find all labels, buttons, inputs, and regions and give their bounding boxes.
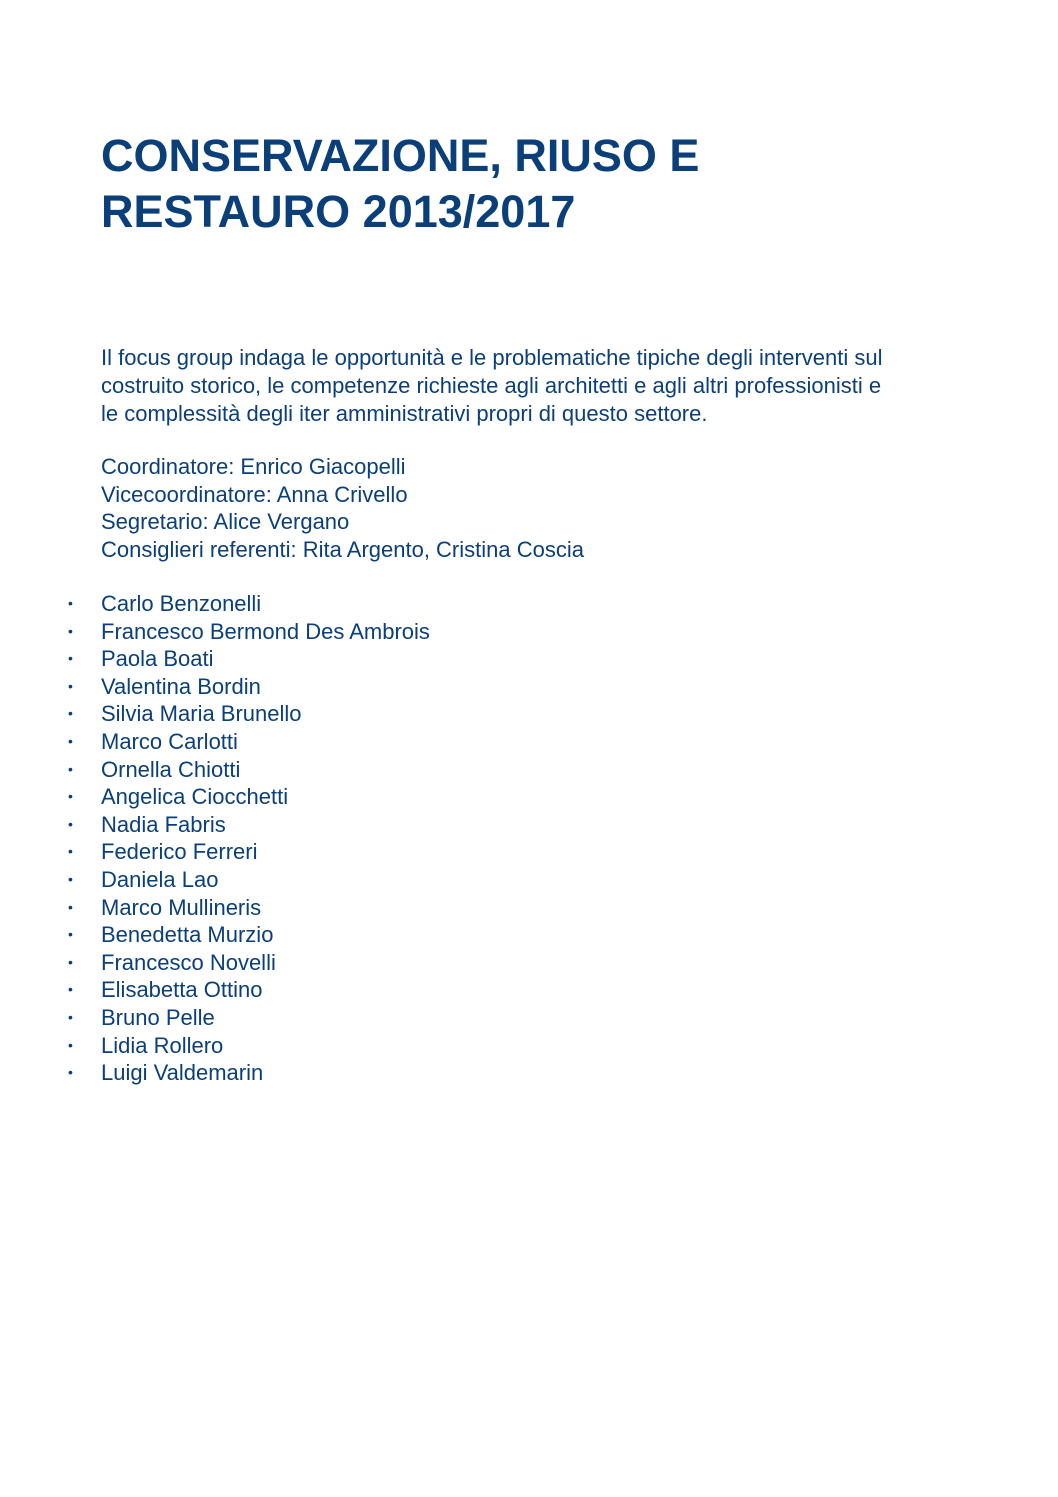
list-item — [0, 1004, 700, 1032]
member-name: Daniela Lao — [101, 866, 219, 892]
intro-line: Il focus group indaga le opportunità e le problematiche tipiche degli interventi sul — [101, 345, 883, 370]
bullet-icon: • — [68, 650, 73, 667]
list-item — [0, 728, 700, 756]
member-name: Francesco Bermond Des Ambrois — [101, 618, 430, 644]
role-segretario: Segretario: Alice Vergano — [101, 509, 350, 534]
list-item — [0, 673, 700, 701]
list-item — [0, 811, 700, 839]
bullet-icon: • — [68, 595, 73, 611]
title-line: RESTAURO 2013/2017 — [101, 186, 576, 237]
list-item — [0, 894, 700, 922]
bullet-icon: • — [68, 1064, 73, 1081]
member-name: Valentina Bordin — [101, 673, 261, 699]
bullet-icon: • — [68, 898, 73, 915]
member-name: Bruno Pelle — [101, 1004, 215, 1030]
member-name: Silvia Maria Brunello — [101, 701, 302, 727]
roles-block — [101, 453, 981, 563]
member-name: Benedetta Murzio — [101, 922, 274, 948]
list-item — [0, 976, 700, 1004]
bullet-icon: • — [68, 1008, 73, 1025]
list-item — [0, 1032, 700, 1060]
list-item — [0, 700, 700, 728]
list-item — [0, 645, 700, 673]
bullet-icon: • — [68, 705, 73, 722]
bullet-icon: • — [68, 732, 73, 749]
list-item — [0, 783, 700, 811]
member-name: Marco Mullineris — [101, 894, 262, 920]
page-title — [101, 128, 921, 240]
bullet-icon: • — [68, 760, 73, 777]
member-name: Paola Boati — [101, 646, 214, 672]
member-name: Luigi Valdemarin — [101, 1060, 264, 1086]
bullet-icon: • — [68, 981, 73, 998]
member-name: Nadia Fabris — [101, 811, 226, 837]
role-coordinatore: Coordinatore: Enrico Giacopelli — [101, 454, 406, 479]
list-item — [0, 756, 700, 784]
list-item — [0, 921, 700, 949]
list-item — [0, 590, 700, 618]
list-item — [0, 866, 700, 894]
members-list — [0, 590, 700, 1087]
member-name: Ornella Chiotti — [101, 756, 241, 782]
bullet-icon: • — [68, 1036, 73, 1053]
bullet-icon: • — [68, 953, 73, 970]
member-name: Marco Carlotti — [101, 728, 238, 754]
list-item — [0, 949, 700, 977]
bullet-icon: • — [68, 788, 73, 805]
role-consiglieri: Consiglieri referenti: Rita Argento, Cristina Coscia — [101, 536, 584, 562]
list-item — [0, 618, 700, 646]
list-item — [0, 1059, 700, 1087]
bullet-icon: • — [68, 843, 73, 860]
intro-paragraph — [101, 344, 981, 428]
bullet-icon: • — [68, 926, 73, 943]
list-item — [0, 838, 700, 866]
member-name: Angelica Ciocchetti — [101, 784, 289, 810]
bullet-icon: • — [68, 815, 73, 832]
intro-line: le complessità degli iter amministrativi propri di questo settore. — [101, 401, 708, 426]
title-line: CONSERVAZIONE, RIUSO E — [101, 130, 700, 181]
bullet-icon: • — [68, 677, 73, 694]
member-name: Carlo Benzonelli — [101, 591, 262, 616]
bullet-icon: • — [68, 622, 73, 639]
member-name: Francesco Novelli — [101, 949, 276, 975]
member-name: Elisabetta Ottino — [101, 977, 263, 1003]
member-name: Federico Ferreri — [101, 839, 258, 865]
bullet-icon: • — [68, 870, 73, 887]
member-name: Lidia Rollero — [101, 1032, 224, 1058]
role-vicecoordinatore: Vicecoordinatore: Anna Crivello — [101, 481, 408, 507]
intro-line: costruito storico, le competenze richieste agli architetti e agli altri professionisti e — [101, 373, 882, 398]
